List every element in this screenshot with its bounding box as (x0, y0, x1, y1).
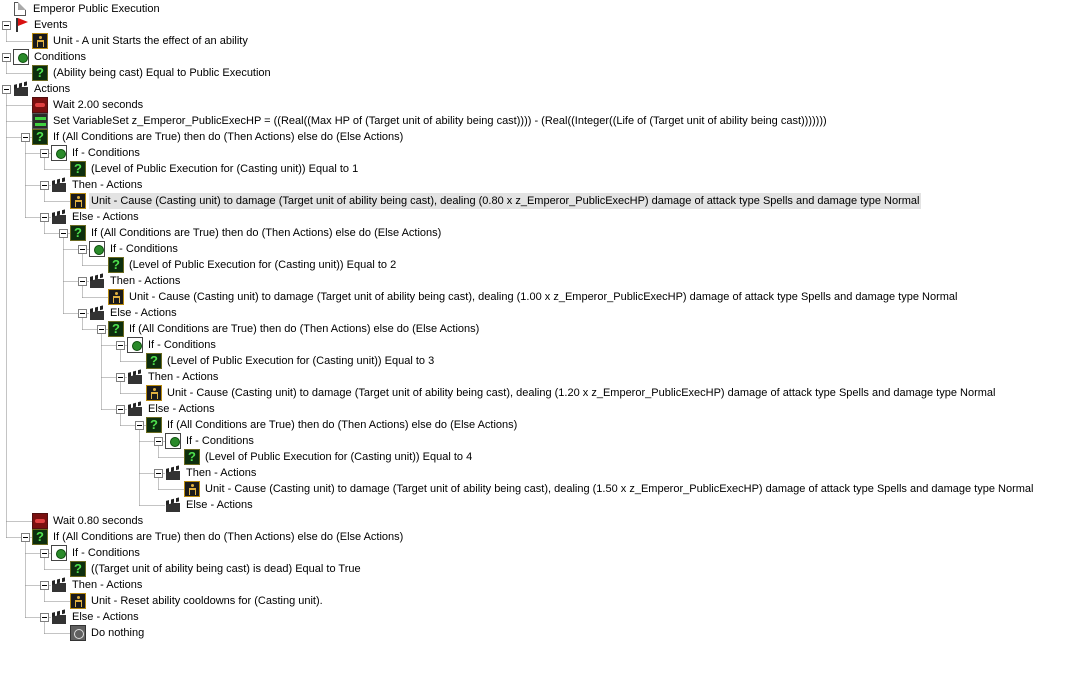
tree-row[interactable] (21, 97, 145, 113)
actions-clapper-icon (89, 273, 105, 289)
collapse-toggle[interactable] (78, 309, 87, 318)
tree-row[interactable] (97, 257, 398, 273)
collapse-toggle[interactable] (2, 21, 11, 30)
collapse-toggle[interactable] (40, 149, 49, 158)
tree-row-label: Emperor Public Execution (33, 3, 160, 15)
tree-row[interactable] (116, 337, 218, 353)
tree-row[interactable] (97, 321, 481, 337)
conditions-icon (13, 49, 29, 65)
tree-row[interactable] (59, 593, 325, 609)
tree-row[interactable] (21, 129, 405, 145)
tree-row[interactable] (40, 577, 144, 593)
collapse-toggle[interactable] (154, 469, 163, 478)
condition-icon: ? (146, 417, 162, 433)
tree-row-label: Do nothing (91, 627, 145, 639)
tree-row[interactable] (2, 49, 88, 65)
tree-row[interactable] (78, 305, 179, 321)
condition-icon: ? (184, 449, 200, 465)
tree-row-label: If (All Conditions are True) then do (Then Actions) else do (Else Actions) (53, 531, 404, 543)
collapse-toggle[interactable] (116, 405, 125, 414)
tree-row-label: If - Conditions (110, 243, 178, 255)
condition-icon: ? (70, 561, 86, 577)
tree-row[interactable] (135, 385, 997, 401)
tree-row-label: Events (34, 19, 68, 31)
unit-action-icon (146, 385, 162, 401)
unit-action-icon (184, 481, 200, 497)
tree-row-label: Else - Actions (186, 499, 253, 511)
tree-row-label: Else - Actions (72, 211, 139, 223)
tree-row[interactable] (40, 145, 142, 161)
tree-row-label: Then - Actions (72, 579, 143, 591)
conditions-icon (89, 241, 105, 257)
collapse-toggle[interactable] (21, 533, 30, 542)
tree-row-label: If - Conditions (186, 435, 254, 447)
tree-row-label: If - Conditions (72, 547, 140, 559)
tree-row[interactable] (78, 241, 180, 257)
tree-row[interactable] (40, 545, 142, 561)
collapse-toggle[interactable] (59, 229, 68, 238)
tree-row-label: Wait 0.80 seconds (53, 515, 144, 527)
conditions-icon (51, 145, 67, 161)
tree-row[interactable] (154, 433, 256, 449)
conditions-icon (127, 337, 143, 353)
actions-clapper-icon (51, 577, 67, 593)
collapse-toggle[interactable] (78, 245, 87, 254)
condition-icon: ? (70, 225, 86, 241)
actions-clapper-icon (51, 177, 67, 193)
actions-clapper-icon (51, 609, 67, 625)
tree-row[interactable] (21, 33, 250, 49)
document-icon (14, 2, 26, 16)
condition-icon: ? (108, 321, 124, 337)
unit-action-icon (108, 289, 124, 305)
tree-row[interactable] (21, 113, 829, 129)
tree-row-label: Unit - Cause (Casting unit) to damage (Target unit of ability being cast), dealing (1.20 x z_Emperor_PublicExecHP) damage of attack type Spells and damage type Normal (167, 387, 996, 399)
wait-icon (32, 513, 48, 529)
tree-row-label: ((Target unit of ability being cast) is dead) Equal to True (91, 563, 361, 575)
tree-row[interactable] (154, 497, 255, 513)
collapse-toggle[interactable] (2, 53, 11, 62)
actions-clapper-icon (127, 369, 143, 385)
collapse-toggle[interactable] (40, 613, 49, 622)
actions-clapper-icon (127, 401, 143, 417)
tree-row[interactable] (173, 481, 1035, 497)
collapse-toggle[interactable] (40, 549, 49, 558)
collapse-toggle[interactable] (21, 133, 30, 142)
tree-row[interactable] (59, 193, 921, 209)
wait-icon (32, 97, 48, 113)
tree-row-label: (Ability being cast) Equal to Public Execution (53, 67, 271, 79)
tree-row-label: Else - Actions (72, 611, 139, 623)
tree-row[interactable] (59, 225, 443, 241)
tree-row[interactable] (154, 465, 258, 481)
collapse-toggle[interactable] (40, 213, 49, 222)
condition-icon: ? (32, 129, 48, 145)
tree-row[interactable] (2, 17, 70, 33)
collapse-toggle[interactable] (78, 277, 87, 286)
tree-row[interactable] (2, 1, 162, 17)
events-flag-icon (13, 17, 29, 33)
actions-clapper-icon (51, 209, 67, 225)
tree-row[interactable] (59, 161, 360, 177)
tree-row[interactable] (59, 561, 363, 577)
tree-row-label: If (All Conditions are True) then do (Then Actions) else do (Else Actions) (167, 419, 518, 431)
tree-row-label: If - Conditions (148, 339, 216, 351)
collapse-toggle[interactable] (135, 421, 144, 430)
collapse-toggle[interactable] (116, 373, 125, 382)
actions-clapper-icon (165, 497, 181, 513)
condition-icon: ? (70, 161, 86, 177)
tree-row-label: Unit - Cause (Casting unit) to damage (Target unit of ability being cast), dealing (1.00 x z_Emperor_PublicExecHP) damage of attack type Spells and damage type Normal (129, 291, 958, 303)
tree-row[interactable] (78, 273, 182, 289)
tree-row-label: Wait 2.00 seconds (53, 99, 144, 111)
tree-row[interactable] (116, 369, 220, 385)
actions-clapper-icon (165, 465, 181, 481)
tree-row-label: Conditions (34, 51, 86, 63)
tree-row-label: If - Conditions (72, 147, 140, 159)
tree-row-label: (Level of Public Execution for (Casting unit)) Equal to 4 (205, 451, 473, 463)
tree-row[interactable] (21, 65, 273, 81)
tree-row-label: If (All Conditions are True) then do (Then Actions) else do (Else Actions) (91, 227, 442, 239)
collapse-toggle[interactable] (154, 437, 163, 446)
unit-action-icon (70, 593, 86, 609)
tree-row-label: If (All Conditions are True) then do (Then Actions) else do (Else Actions) (53, 131, 404, 143)
collapse-toggle[interactable] (97, 325, 106, 334)
unit-action-icon (70, 193, 86, 209)
conditions-icon (51, 545, 67, 561)
tree-row[interactable] (116, 401, 217, 417)
collapse-toggle[interactable] (116, 341, 125, 350)
do-nothing-icon (70, 625, 86, 641)
tree-row-label: Unit - A unit Starts the effect of an ability (53, 35, 248, 47)
tree-row-label: Actions (34, 83, 71, 95)
tree-row[interactable] (173, 449, 474, 465)
tree-row-label: Then - Actions (72, 179, 143, 191)
tree-row-label: Then - Actions (186, 467, 257, 479)
collapse-toggle[interactable] (40, 181, 49, 190)
collapse-toggle[interactable] (2, 85, 11, 94)
tree-row[interactable] (97, 289, 959, 305)
tree-row[interactable] (135, 417, 519, 433)
tree-row-label: Unit - Cause (Casting unit) to damage (Target unit of ability being cast), dealing (0.80 x z_Emperor_PublicExecHP) damage of attack type Spells and damage type Normal (91, 195, 920, 207)
tree-row-label: Unit - Reset ability cooldowns for (Casting unit). (91, 595, 323, 607)
tree-row-label: (Level of Public Execution for (Casting unit)) Equal to 1 (91, 163, 359, 175)
tree-row-label: (Level of Public Execution for (Casting unit)) Equal to 2 (129, 259, 397, 271)
tree-row-label: Then - Actions (110, 275, 181, 287)
condition-icon: ? (32, 65, 48, 81)
condition-icon: ? (108, 257, 124, 273)
condition-icon: ? (146, 353, 162, 369)
tree-row-label: Set VariableSet z_Emperor_PublicExecHP = ((Real((Max HP of (Target unit of ability being cast)))) - (Real((Integer((Life of (Target unit of ability being cast))))))) (53, 115, 827, 127)
condition-icon: ? (32, 529, 48, 545)
actions-clapper-icon (13, 81, 29, 97)
tree-row-label: If (All Conditions are True) then do (Then Actions) else do (Else Actions) (129, 323, 480, 335)
tree-row[interactable] (40, 209, 141, 225)
collapse-toggle[interactable] (40, 581, 49, 590)
tree-row[interactable] (21, 529, 405, 545)
tree-row[interactable] (135, 353, 436, 369)
tree-row[interactable] (40, 609, 141, 625)
tree-row-label: Else - Actions (110, 307, 177, 319)
actions-clapper-icon (89, 305, 105, 321)
set-variable-icon (32, 113, 48, 129)
tree-row-label: (Level of Public Execution for (Casting unit)) Equal to 3 (167, 355, 435, 367)
tree-row[interactable] (59, 625, 146, 641)
tree-row[interactable] (2, 81, 72, 97)
tree-row-label: Unit - Cause (Casting unit) to damage (Target unit of ability being cast), dealing (1.50 x z_Emperor_PublicExecHP) damage of attack type Spells and damage type Normal (205, 483, 1034, 495)
tree-row[interactable] (40, 177, 144, 193)
tree-row-label: Else - Actions (148, 403, 215, 415)
tree-row-label: Then - Actions (148, 371, 219, 383)
unit-event-icon (32, 33, 48, 49)
tree-row[interactable] (21, 513, 145, 529)
conditions-icon (165, 433, 181, 449)
